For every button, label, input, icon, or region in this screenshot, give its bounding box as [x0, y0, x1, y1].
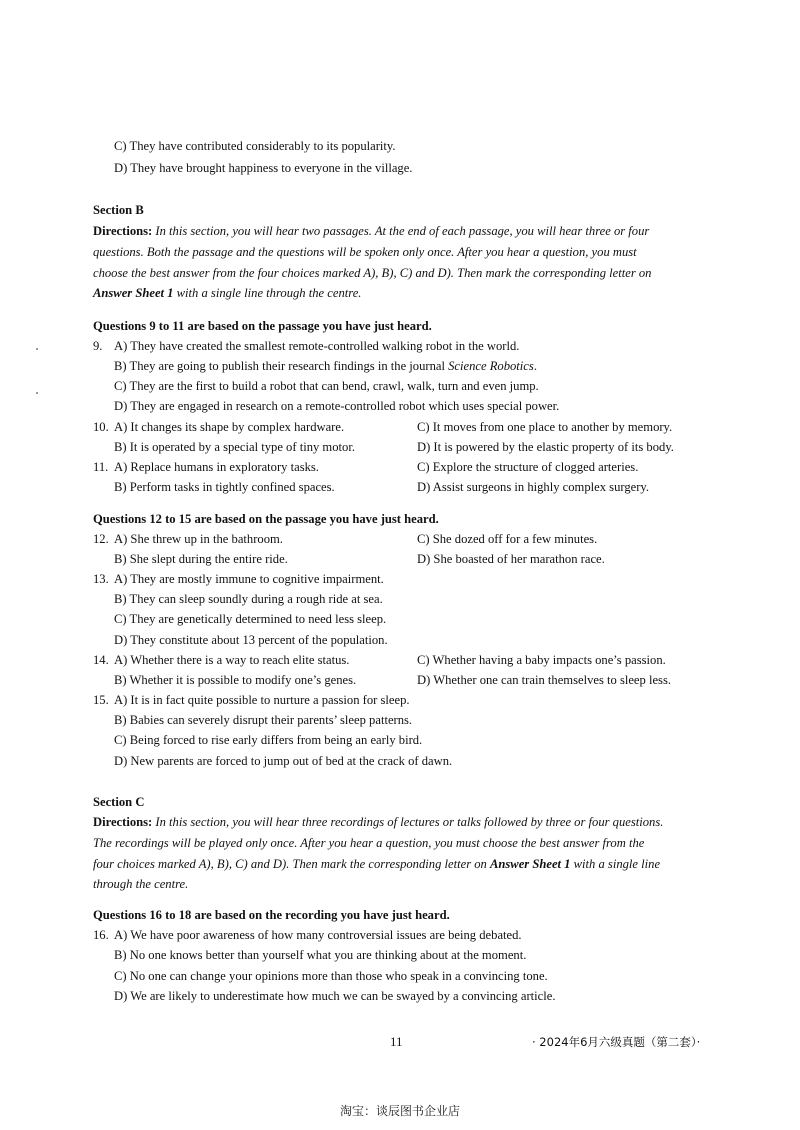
option-text: A) Replace humans in exploratory tasks.: [114, 460, 319, 474]
exam-tag: · 2024年6月六级真题（第二套）·: [532, 1035, 701, 1049]
question-10-option-b: B) It is operated by a special type of tiny motor.: [114, 440, 355, 454]
directions-line: four choices marked A), B), C) and D). Then mark the corresponding letter on: [93, 856, 490, 871]
question-14-option-a: [93, 650, 349, 670]
question-10-option-a: [93, 417, 344, 437]
question-number: 15.: [93, 693, 109, 707]
question-9-option-a: [93, 336, 519, 356]
question-15-option-c: C) Being forced to rise early differs from being an early bird.: [114, 733, 423, 747]
answer-sheet-ref: Answer Sheet 1: [93, 286, 174, 301]
question-9-option-b: [114, 356, 537, 376]
question-number: 12.: [93, 532, 109, 546]
question-12-option-b: B) She slept during the entire ride.: [114, 552, 288, 566]
question-13-option-c: C) They are genetically determined to need less sleep.: [114, 612, 387, 626]
option-text: A) She threw up in the bathroom.: [114, 532, 283, 546]
option-text: A) Whether there is a way to reach elite status.: [114, 653, 350, 667]
page-number: 11: [390, 1034, 403, 1049]
scan-speck: [36, 392, 38, 394]
option-text: .: [533, 359, 537, 373]
question-11-option-a: [93, 457, 319, 477]
option-text: B) They are going to publish their research findings in the journal: [114, 359, 449, 373]
question-group-heading: Questions 12 to 15 are based on the passage you have just heard.: [93, 512, 439, 526]
directions-label: Directions:: [93, 815, 153, 829]
section-b-title: Section B: [93, 203, 144, 217]
question-group-heading: Questions 16 to 18 are based on the recording you have just heard.: [93, 908, 450, 922]
question-number: 16.: [93, 928, 109, 942]
directions-line: with a single line through the centre.: [173, 286, 362, 301]
option-text: A) They are mostly immune to cognitive impairment.: [114, 572, 384, 586]
section-c-title: Section C: [93, 795, 145, 809]
directions-line: questions. Both the passage and the questions will be spoken only once. After you hear a question, you must: [93, 244, 637, 259]
option-c: C) They have contributed considerably to its popularity.: [114, 139, 396, 153]
question-11-option-c: C) Explore the structure of clogged arteries.: [417, 460, 639, 474]
answer-sheet-ref: Answer Sheet 1: [490, 856, 571, 871]
option-text: A) It changes its shape by complex hardware.: [114, 420, 345, 434]
scan-speck: [36, 348, 38, 350]
question-15-option-b: B) Babies can severely disrupt their parents’ sleep patterns.: [114, 713, 413, 727]
option-text: A) We have poor awareness of how many controversial issues are being debated.: [114, 928, 522, 942]
directions-line: through the centre.: [93, 877, 189, 892]
directions-label: Directions:: [93, 224, 153, 238]
question-16-option-d: D) We are likely to underestimate how much we can be swayed by a convincing article.: [114, 989, 556, 1003]
question-16-option-c: C) No one can change your opinions more than those who speak in a convincing tone.: [114, 969, 548, 983]
section-b-directions: [93, 221, 705, 304]
question-10-option-c: C) It moves from one place to another by memory.: [417, 420, 673, 434]
question-12-option-a: [93, 529, 283, 549]
watermark: 淘宝：谈辰图书企业店: [339, 1104, 460, 1118]
question-number: 10.: [93, 420, 109, 434]
question-14-option-d: D) Whether one can train themselves to sleep less.: [417, 673, 672, 687]
question-13-option-b: B) They can sleep soundly during a rough ride at sea.: [114, 592, 383, 606]
option-text: A) They have created the smallest remote-controlled walking robot in the world.: [114, 339, 520, 353]
directions-line: In this section, you will hear three recordings of lectures or talks followed by three or four questions.: [155, 815, 664, 829]
option-text: A) It is in fact quite possible to nurture a passion for sleep.: [114, 693, 410, 707]
directions-line: with a single line: [570, 856, 661, 871]
question-15-option-a: [93, 690, 410, 710]
question-number: 13.: [93, 572, 109, 586]
question-15-option-d: D) New parents are forced to jump out of bed at the crack of dawn.: [114, 754, 453, 768]
section-c-directions: [93, 812, 705, 895]
question-14-option-b: B) Whether it is possible to modify one’s genes.: [114, 673, 357, 687]
question-number: 14.: [93, 653, 109, 667]
question-12-option-c: C) She dozed off for a few minutes.: [417, 532, 598, 546]
question-16-option-b: B) No one knows better than yourself what you are thinking about at the moment.: [114, 948, 527, 962]
question-16-option-a: [93, 925, 522, 945]
question-11-option-b: B) Perform tasks in tightly confined spaces.: [114, 480, 335, 494]
question-13-option-d: D) They constitute about 13 percent of the population.: [114, 633, 388, 647]
question-group-heading: Questions 9 to 11 are based on the passage you have just heard.: [93, 319, 432, 333]
question-10-option-d: D) It is powered by the elastic property of its body.: [417, 440, 674, 454]
question-number: 11.: [93, 460, 109, 474]
question-11-option-d: D) Assist surgeons in highly complex surgery.: [417, 480, 650, 494]
directions-line: choose the best answer from the four choices marked A), B), C) and D). Then mark the corresponding letter on: [93, 265, 652, 280]
question-number: 9.: [93, 339, 103, 353]
directions-line: In this section, you will hear two passages. At the end of each passage, you will hear three or four: [155, 224, 650, 238]
question-14-option-c: C) Whether having a baby impacts one’s passion.: [417, 653, 666, 667]
option-d: D) They have brought happiness to everyone in the village.: [114, 161, 413, 175]
directions-line: The recordings will be played only once. After you hear a question, you must choose the best answer from the: [93, 835, 645, 850]
question-9-option-c: C) They are the first to build a robot that can bend, crawl, walk, turn and even jump.: [114, 379, 539, 393]
journal-title: Science Robotics: [448, 359, 534, 373]
question-13-option-a: [93, 569, 384, 589]
question-12-option-d: D) She boasted of her marathon race.: [417, 552, 605, 566]
question-9-option-d: D) They are engaged in research on a remote-controlled robot which uses special power.: [114, 399, 560, 413]
